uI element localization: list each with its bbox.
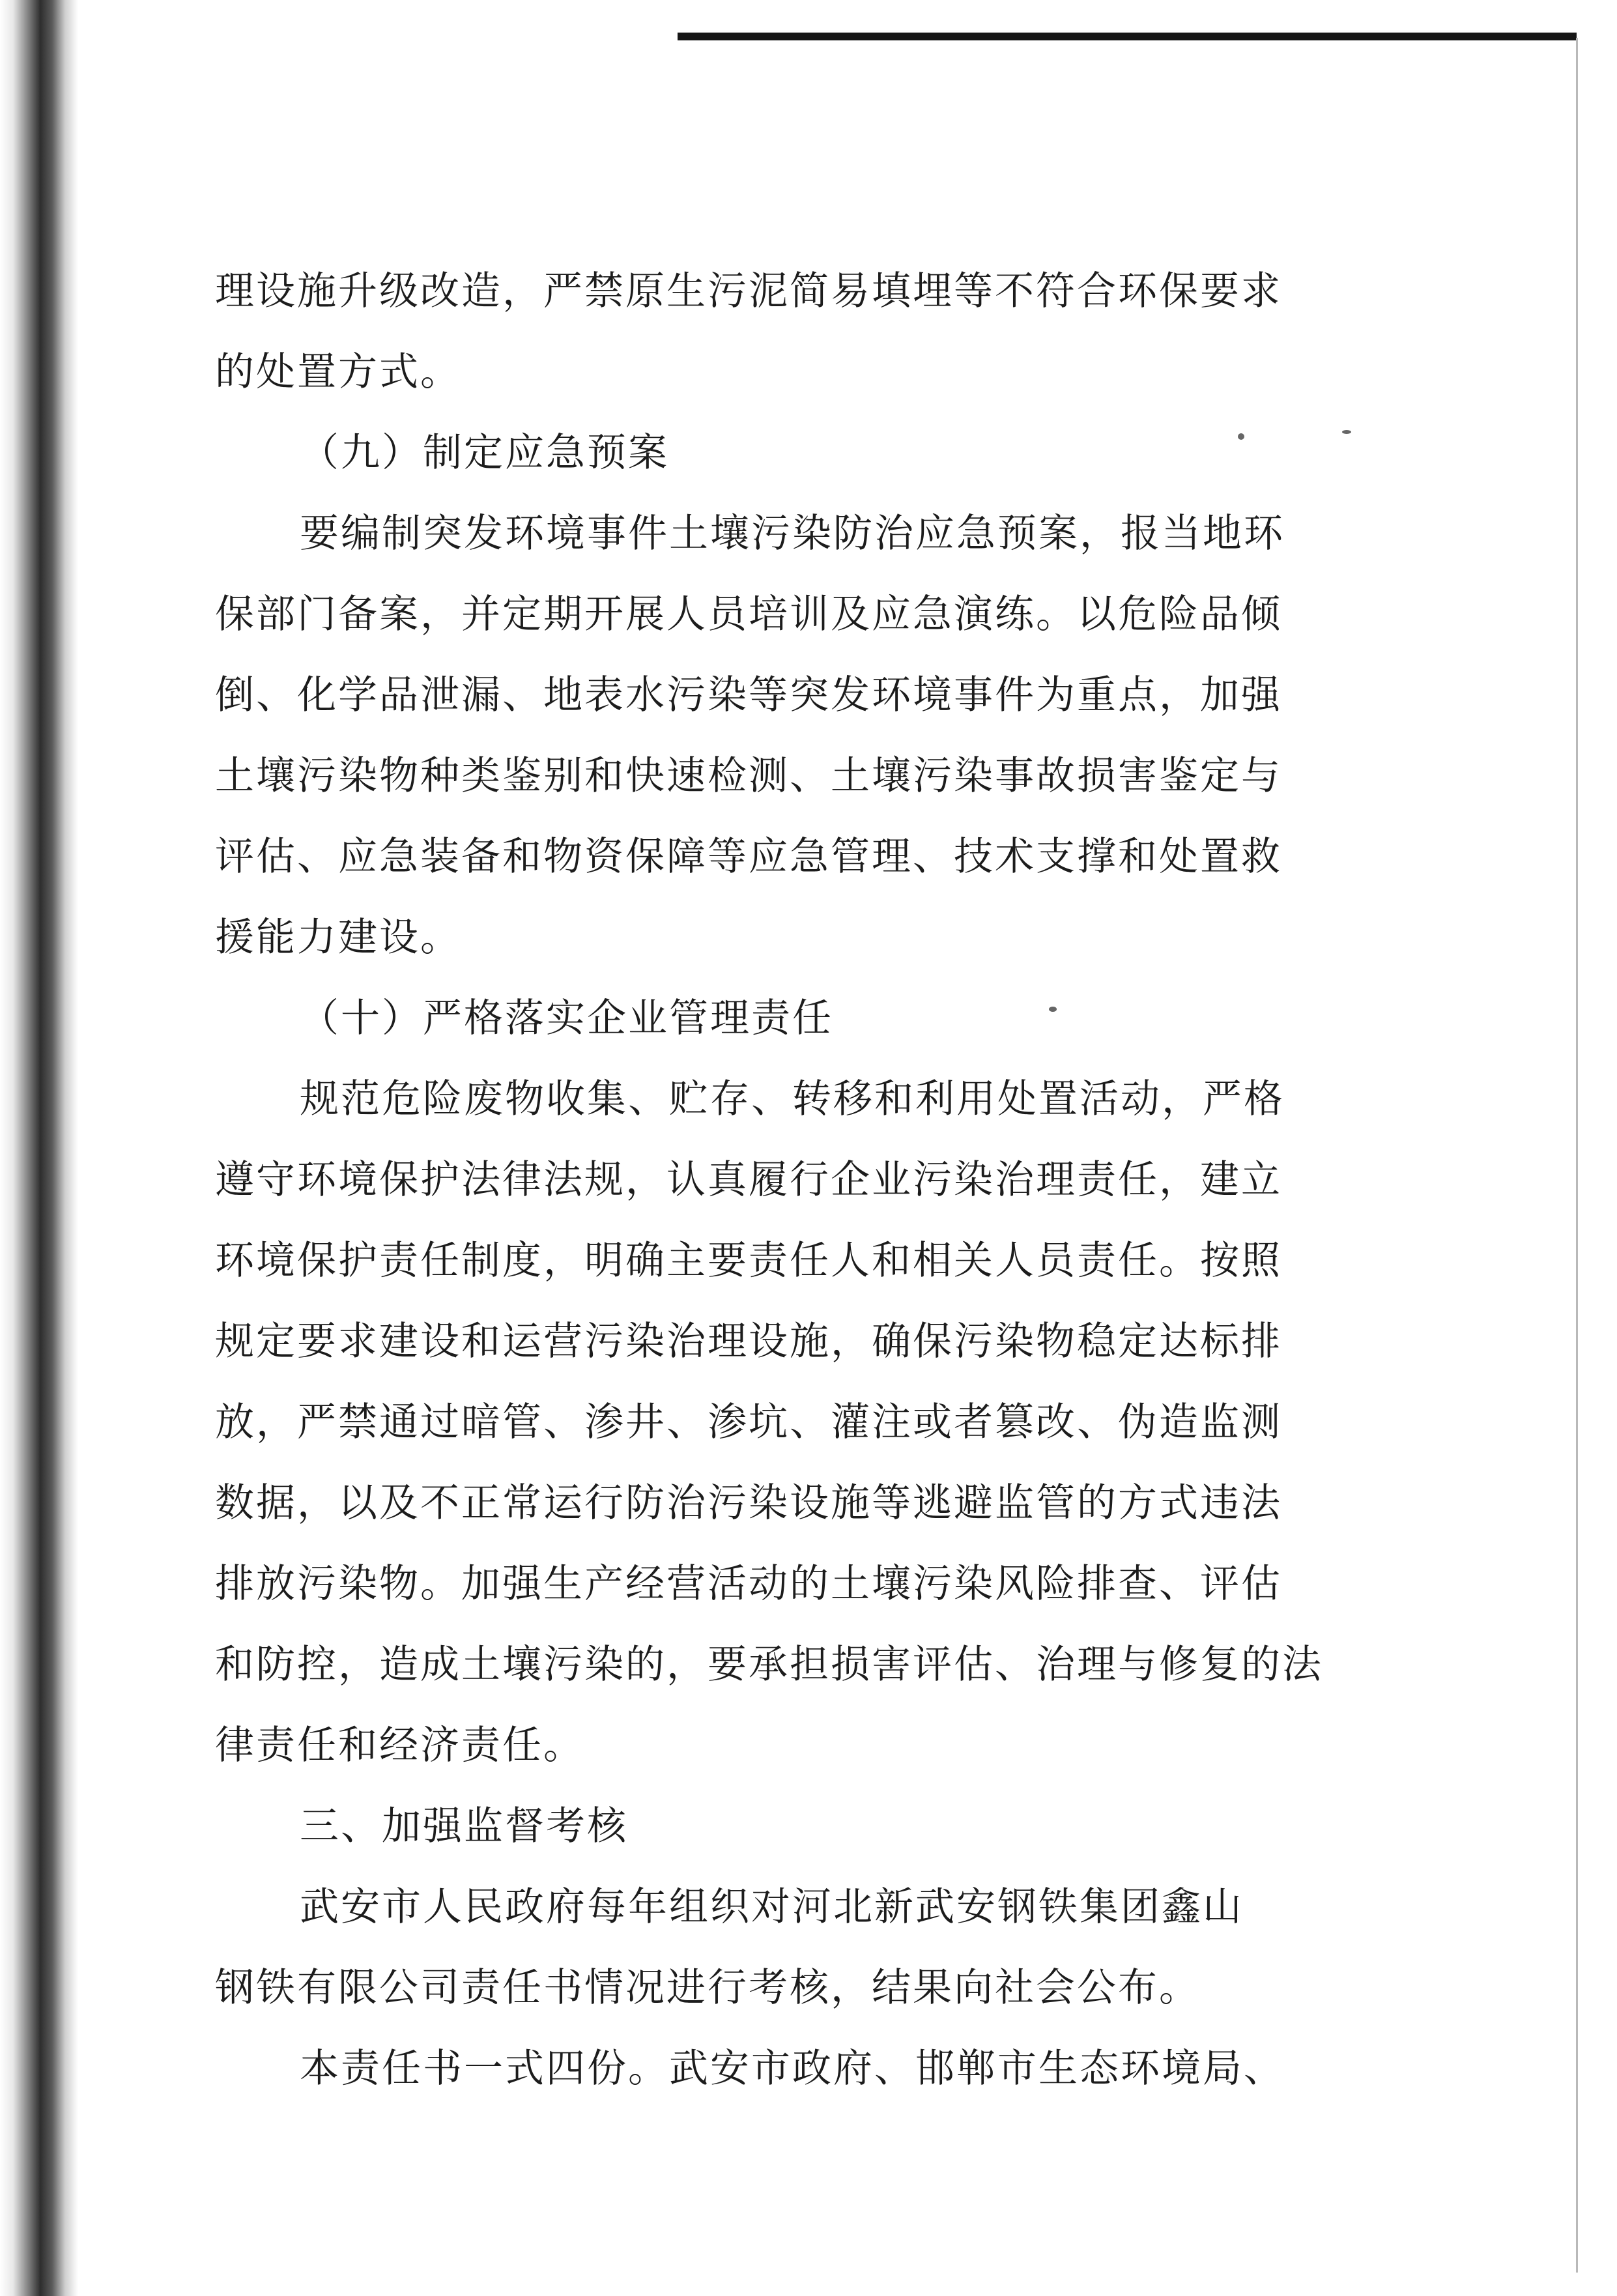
paragraph-line: 和防控，造成土壤污染的，要承担损害评估、治理与修复的法 bbox=[215, 1642, 1323, 1687]
paragraph-line: 本责任书一式四份。武安市政府、邯郸市生态环境局、 bbox=[300, 2046, 1285, 2091]
paragraph-line: 规范危险废物收集、贮存、转移和利用处置活动，严格 bbox=[300, 1076, 1285, 1122]
paragraph-line: 环境保护责任制度，明确主要责任人和相关人员责任。按照 bbox=[215, 1238, 1282, 1284]
scan-edge-right bbox=[1576, 38, 1578, 2273]
scan-edge-left bbox=[0, 0, 78, 2296]
paragraph-line: 遵守环境保护法律法规，认真履行企业污染治理责任，建立 bbox=[215, 1157, 1282, 1203]
paragraph-line: 规定要求建设和运营污染治理设施，确保污染物稳定达标排 bbox=[215, 1319, 1282, 1364]
paragraph-line: 理设施升级改造，严禁原生污泥简易填埋等不符合环保要求 bbox=[215, 268, 1282, 314]
paragraph-line: 土壤污染物种类鉴别和快速检测、土壤污染事故损害鉴定与 bbox=[215, 753, 1282, 799]
section-heading: 三、加强监督考核 bbox=[300, 1803, 628, 1849]
paragraph-line: 的处置方式。 bbox=[215, 349, 461, 395]
paragraph-line: 评估、应急装备和物资保障等应急管理、技术支撑和处置救 bbox=[215, 834, 1282, 880]
section-heading: （九）制定应急预案 bbox=[300, 430, 669, 476]
scan-edge-top bbox=[678, 33, 1577, 40]
paragraph-line: 放，严禁通过暗管、渗井、渗坑、灌注或者篡改、伪造监测 bbox=[215, 1399, 1282, 1445]
paragraph-line: 排放污染物。加强生产经营活动的土壤污染风险排查、评估 bbox=[215, 1561, 1282, 1607]
document-body bbox=[215, 251, 1355, 2109]
paragraph-line: 要编制突发环境事件土壤污染防治应急预案，报当地环 bbox=[300, 511, 1285, 556]
paragraph-line: 保部门备案，并定期开展人员培训及应急演练。以危险品倾 bbox=[215, 592, 1282, 637]
paragraph-line: 武安市人民政府每年组织对河北新武安钢铁集团鑫山 bbox=[300, 1884, 1244, 1930]
paragraph-line: 律责任和经济责任。 bbox=[215, 1723, 584, 1768]
paragraph-line: 数据，以及不正常运行防治污染设施等逃避监管的方式违法 bbox=[215, 1480, 1282, 1526]
paragraph-line: 钢铁有限公司责任书情况进行考核，结果向社会公布。 bbox=[215, 1965, 1200, 2011]
section-heading: （十）严格落实企业管理责任 bbox=[300, 996, 833, 1041]
paragraph-line: 援能力建设。 bbox=[215, 915, 461, 960]
paragraph-line: 倒、化学品泄漏、地表水污染等突发环境事件为重点，加强 bbox=[215, 672, 1282, 718]
